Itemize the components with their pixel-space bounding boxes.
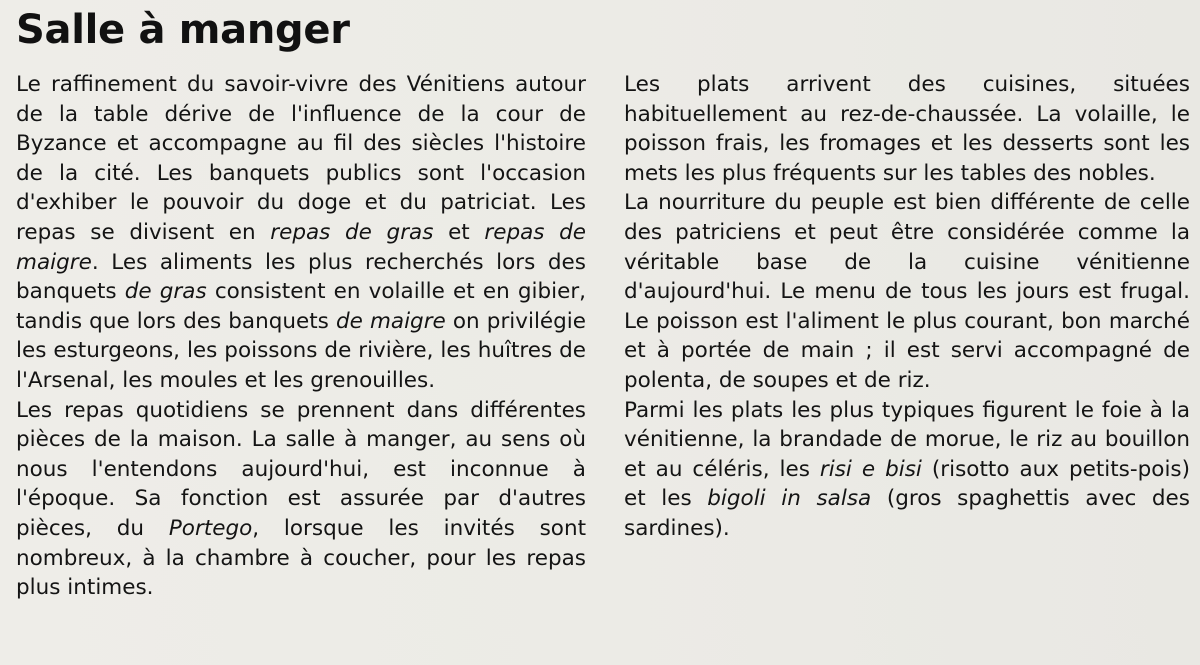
text-run: consistent en volaille et en gibier, tandis que lors des banquets <box>16 279 586 334</box>
text-run: on privilégie les esturgeons, les poissons de rivière, les huîtres de l'Arsenal, les moules et les grenouilles. <box>16 308 587 393</box>
text-run: Les repas quotidiens se prennent dans différentes pièces de la maison. La salle à manger, au sens où nous l'entendons aujourd'hui, est inconnue à l'époque. Sa fonction est assurée par d'autres pièces, du <box>16 397 586 541</box>
italic-term: Portego <box>168 515 253 541</box>
italic-term: repas de maigre <box>16 219 586 275</box>
right-column <box>624 70 1190 603</box>
paragraph-dishes: Les plats arrivent des cuisines, situées habituellement au rez-de-chaussée. La volaille, le poisson frais, les fromages et les desserts sont les mets les plus fréquents sur les tables des nobles. <box>624 72 1190 186</box>
panel-heading: Salle à manger <box>16 7 350 53</box>
paragraph-daily-meals <box>16 396 586 603</box>
text-run: , lorsque les invités sont nombreux, à la chambre à coucher, pour les repas plus intimes. <box>16 515 587 601</box>
italic-term: de maigre <box>335 308 446 334</box>
text-run: (gros spaghettis avec des sardines). <box>624 486 1190 541</box>
left-column <box>16 70 586 603</box>
text-columns <box>16 70 1190 603</box>
italic-term: de gras <box>124 279 207 305</box>
text-run: Le raffinement du savoir-vivre des Vénitiens autour de la table dérive de l'influence de la cour de Byzance et accompagne au fil des siècles l'histoire de la cité. Les banquets publics sont l'occasion d'exhiber le pouvoir du doge et du patriciat. Les repas se divisent en <box>16 72 586 245</box>
text-run: . Les aliments les plus recherchés lors des banquets <box>16 249 586 305</box>
text-run: et <box>433 219 485 245</box>
paragraph-typical-dishes <box>624 396 1190 544</box>
text-run: Parmi les plats les plus typiques figurent le foie à la vénitienne, la brandade de morue, le riz au bouillon et au céléris, les <box>624 397 1190 482</box>
italic-term: risi e bisi <box>819 456 922 482</box>
paragraph-people-food: La nourriture du peuple est bien différente de celle des patriciens et peut être considérée comme la véritable base de la cuisine vénitienne d'aujourd'hui. Le menu de tous les jours est frugal. Le poisson est l'aliment le plus courant, bon marché et à portée de main ; il est servi accompagné de polenta, de soupes et de riz. <box>624 190 1190 393</box>
italic-term: repas de gras <box>270 219 434 245</box>
italic-term: bigoli in salsa <box>707 486 872 512</box>
text-run: (risotto aux petits-pois) et les <box>624 456 1191 512</box>
paragraph-banquets <box>16 70 586 396</box>
